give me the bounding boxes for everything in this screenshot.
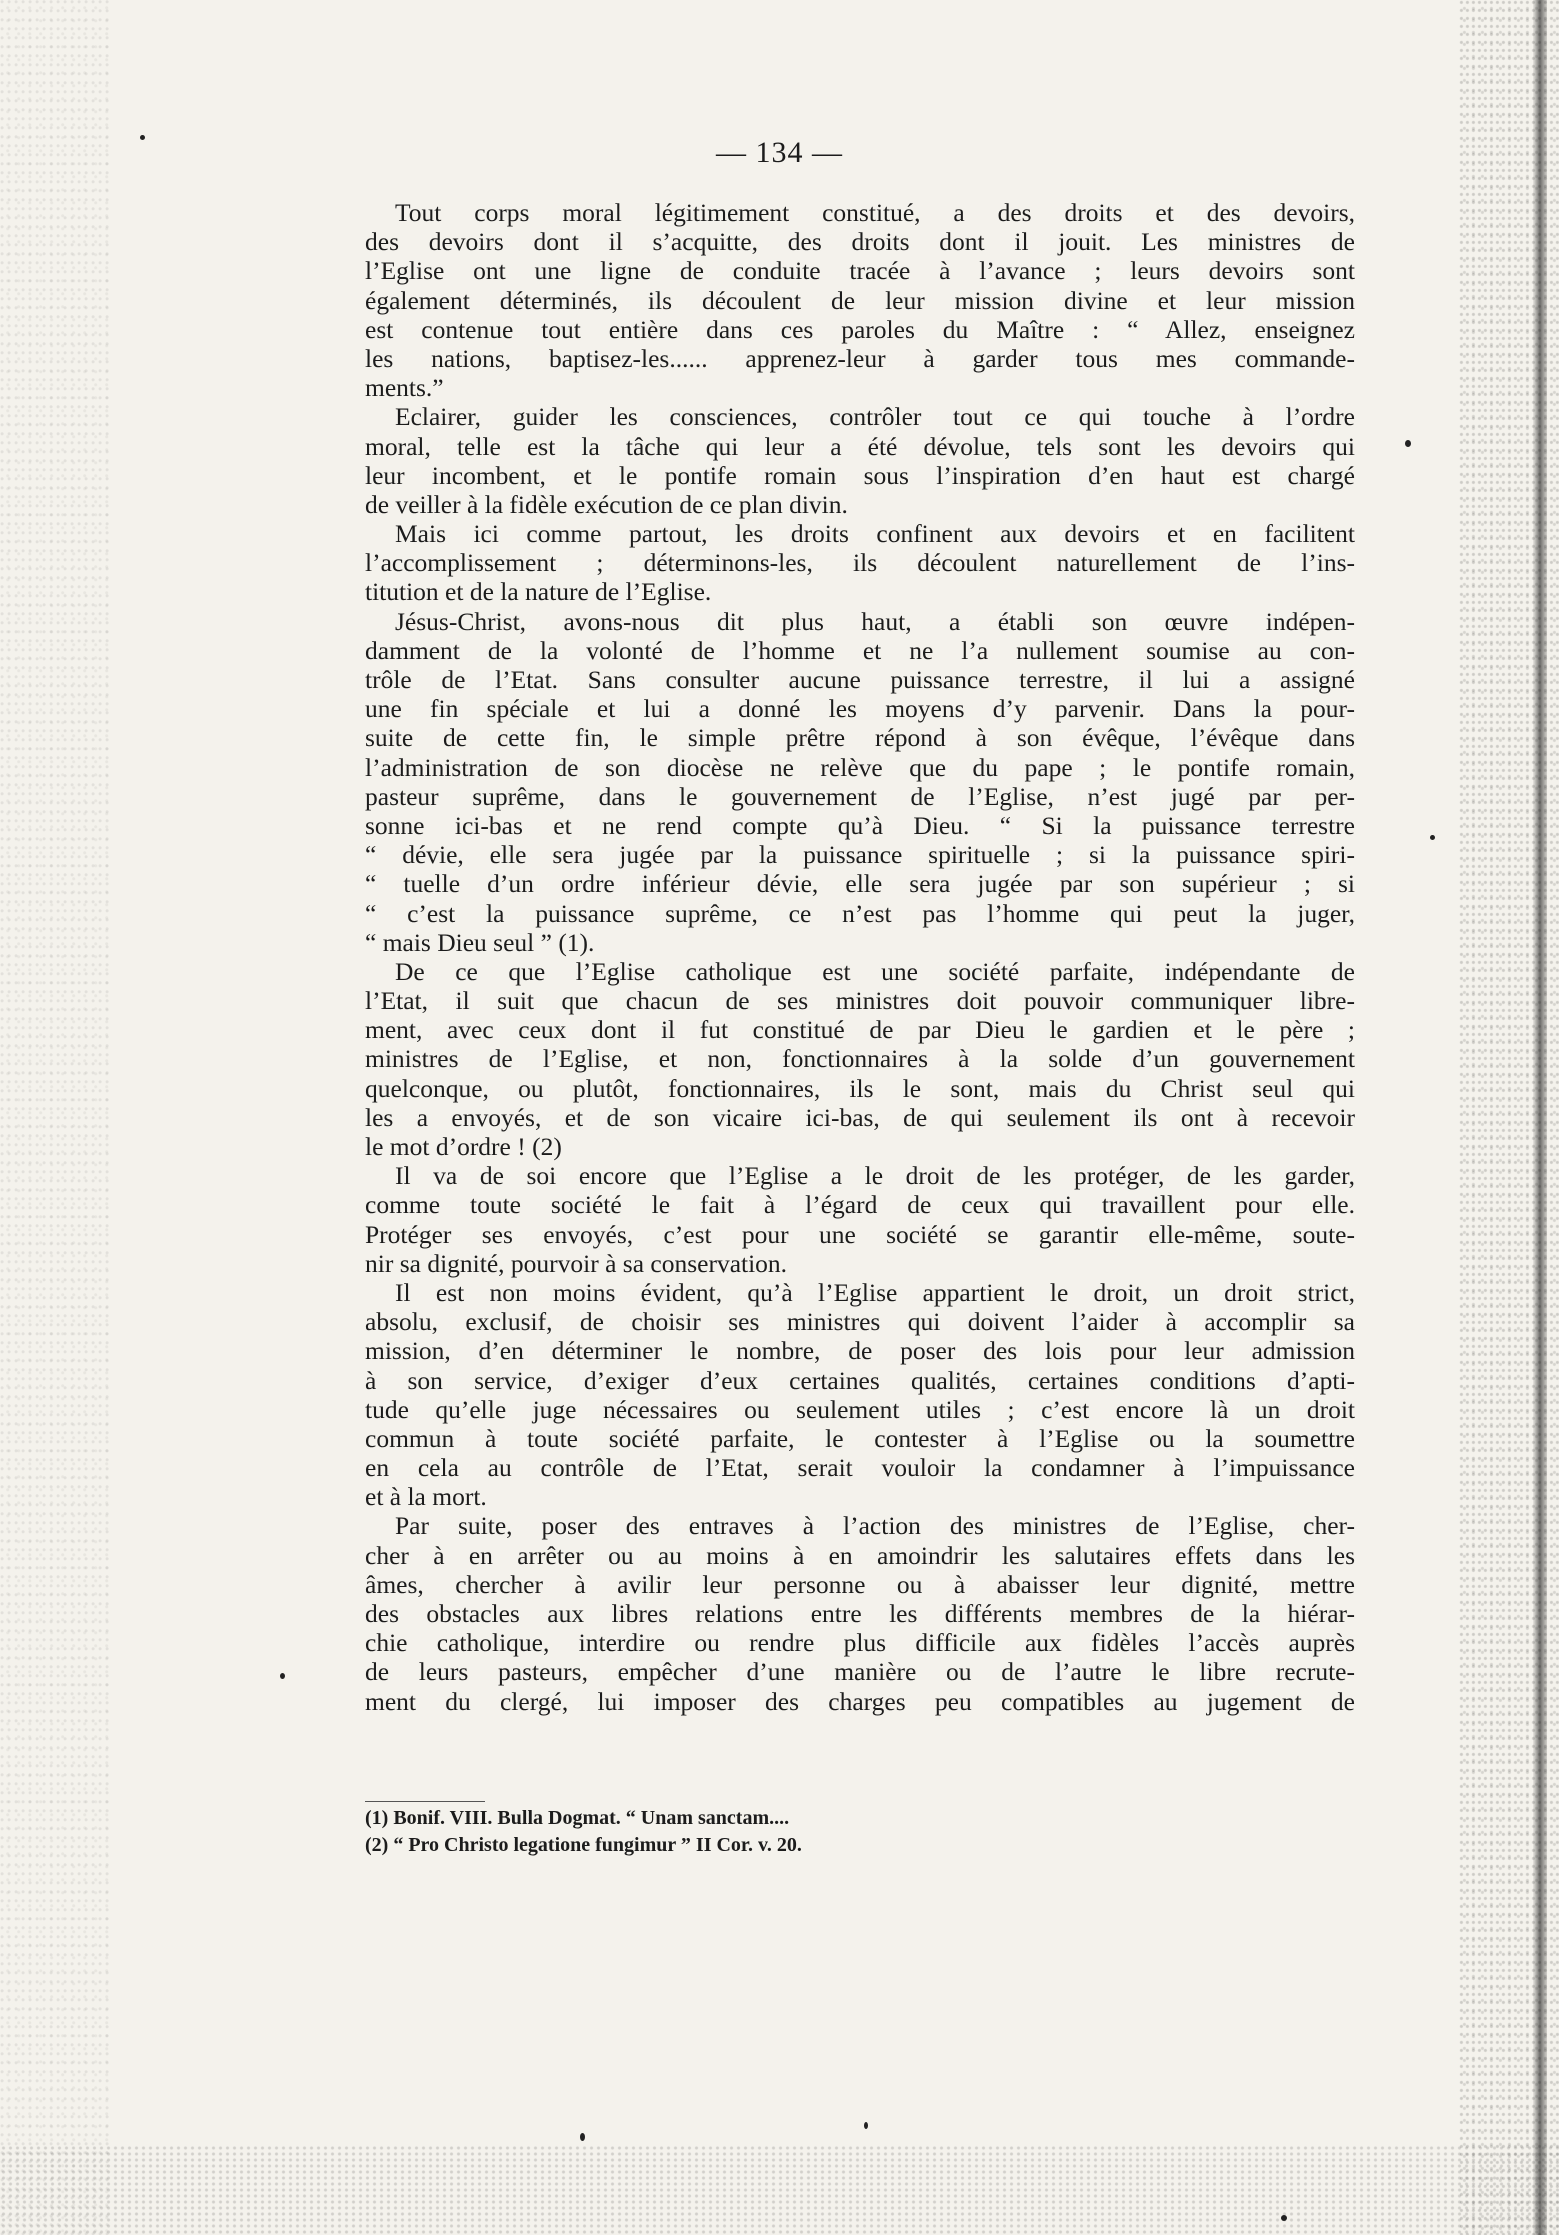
text-line: Protéger ses envoyés, c’est pour une société se garantir elle-même, soute- bbox=[365, 1219, 1355, 1249]
text-line: en cela au contrôle de l’Etat, serait vouloir la condamner à l’impuissance bbox=[365, 1453, 1355, 1483]
text-line: est contenue tout entière dans ces paroles du Maître : “ Allez, enseignez bbox=[365, 314, 1355, 344]
text-line: “ c’est la puissance suprême, ce n’est pas l’homme qui peut la juger, bbox=[365, 898, 1355, 928]
scan-noise-bottom bbox=[0, 2145, 1559, 2235]
ink-speck bbox=[1281, 2215, 1287, 2221]
text-line: “ dévie, elle sera jugée par la puissance spirituelle ; si la puissance spiri- bbox=[365, 840, 1355, 870]
text-line: leur incombent, et le pontife romain sous l’inspiration d’en haut est chargé bbox=[365, 460, 1355, 490]
text-line: l’Etat, il suit que chacun de ses ministres doit pouvoir communiquer libre- bbox=[365, 986, 1355, 1016]
text-line: comme toute société le fait à l’égard de ceux qui travaillent pour elle. bbox=[365, 1190, 1355, 1220]
text-line: “ mais Dieu seul ” (1). bbox=[365, 927, 595, 957]
footnote-1: (1) Bonif. VIII. Bulla Dogmat. “ Unam sanctam.... bbox=[365, 1807, 790, 1829]
text-line: damment de la volonté de l’homme et ne l’a nullement soumise au con- bbox=[365, 635, 1355, 665]
ink-speck bbox=[1405, 440, 1411, 447]
footnote-rule bbox=[365, 1801, 485, 1802]
text-line: et à la mort. bbox=[365, 1482, 487, 1512]
text-line: ment, avec ceux dont il fut constitué de par Dieu le gardien et le père ; bbox=[365, 1015, 1355, 1045]
text-line: de veiller à la fidèle exécution de ce plan divin. bbox=[365, 489, 848, 519]
text-line: titution et de la nature de l’Eglise. bbox=[365, 577, 712, 607]
scan-noise-left bbox=[0, 0, 110, 2235]
page-number: — 134 — bbox=[716, 136, 843, 169]
text-line: quelconque, ou plutôt, fonctionnaires, ils le sont, mais du Christ seul qui bbox=[365, 1073, 1355, 1103]
text-line: des obstacles aux libres relations entre les différents membres de la hiérar- bbox=[365, 1599, 1355, 1628]
footnote-2: (2) “ Pro Christo legatione fungimur ” II Cor. v. 20. bbox=[365, 1834, 802, 1856]
text-line: De ce que l’Eglise catholique est une société parfaite, indépendante de bbox=[395, 956, 1355, 986]
text-line: cher à en arrêter ou au moins à en amoindrir les salutaires effets dans les bbox=[365, 1540, 1355, 1570]
text-line: de leurs pasteurs, empêcher d’une manière ou de l’autre le libre recrute- bbox=[365, 1657, 1355, 1687]
text-line: sonne ici-bas et ne rend compte qu’à Dieu. “ Si la puissance terrestre bbox=[365, 810, 1355, 840]
text-line: chie catholique, interdire ou rendre plus difficile aux fidèles l’accès auprès bbox=[365, 1628, 1355, 1658]
text-line: une fin spéciale et lui a donné les moyens d’y parvenir. Dans la pour- bbox=[365, 694, 1355, 724]
ink-speck bbox=[580, 2133, 585, 2141]
text-line: des devoirs dont il s’acquitte, des droits dont il jouit. Les ministres de bbox=[365, 227, 1355, 257]
text-line: commun à toute société parfaite, le contester à l’Eglise ou la soumettre bbox=[365, 1423, 1355, 1453]
text-line: Il va de soi encore que l’Eglise a le droit de les protéger, de les garder, bbox=[395, 1161, 1355, 1191]
text-line: également déterminés, ils découlent de leur mission divine et leur mission bbox=[365, 285, 1355, 315]
text-line: Mais ici comme partout, les droits confinent aux devoirs et en facilitent bbox=[395, 519, 1355, 549]
page-edge-shadow bbox=[1533, 0, 1547, 2235]
text-line: Il est non moins évident, qu’à l’Eglise appartient le droit, un droit strict, bbox=[395, 1277, 1355, 1307]
text-line: ments.” bbox=[365, 373, 444, 403]
text-line: l’accomplissement ; déterminons-les, ils découlent naturellement de l’ins- bbox=[365, 548, 1355, 578]
text-line: les nations, baptisez-les...... apprenez-leur à garder tous mes commande- bbox=[365, 343, 1355, 373]
text-line: moral, telle est la tâche qui leur a été dévolue, tels sont les devoirs qui bbox=[365, 431, 1355, 461]
text-line: Tout corps moral légitimement constitué, a des droits et des devoirs, bbox=[395, 198, 1355, 227]
ink-speck bbox=[280, 1673, 285, 1679]
text-line: Par suite, poser des entraves à l’action des ministres de l’Eglise, cher- bbox=[395, 1511, 1355, 1541]
text-line: Jésus-Christ, avons-nous dit plus haut, a établi son œuvre indépen- bbox=[395, 606, 1355, 636]
text-line: l’Eglise ont une ligne de conduite tracée à l’avance ; leurs devoirs sont bbox=[365, 256, 1355, 286]
text-line: “ tuelle d’un ordre inférieur dévie, elle sera jugée par son supérieur ; si bbox=[365, 869, 1355, 899]
text-line: à son service, d’exiger d’eux certaines qualités, certaines conditions d’apti- bbox=[365, 1365, 1355, 1395]
text-line: âmes, chercher à avilir leur personne ou à abaisser leur dignité, mettre bbox=[365, 1569, 1355, 1599]
text-line: ment du clergé, lui imposer des charges peu compatibles au jugement de bbox=[365, 1686, 1355, 1716]
ink-speck bbox=[140, 135, 145, 140]
text-line: suite de cette fin, le simple prêtre répond à son évêque, l’évêque dans bbox=[365, 723, 1355, 753]
text-line: Eclairer, guider les consciences, contrôler tout ce qui touche à l’ordre bbox=[395, 402, 1355, 432]
ink-speck bbox=[864, 2122, 868, 2129]
text-line: mission, d’en déterminer le nombre, de poser des lois pour leur admission bbox=[365, 1336, 1355, 1366]
text-line: ministres de l’Eglise, et non, fonctionnaires à la solde d’un gouvernement bbox=[365, 1044, 1355, 1074]
text-line: pasteur suprême, dans le gouvernement de l’Eglise, n’est jugé par per- bbox=[365, 781, 1355, 811]
body-text bbox=[365, 198, 1355, 1716]
text-line: le mot d’ordre ! (2) bbox=[365, 1132, 562, 1161]
text-line: nir sa dignité, pourvoir à sa conservation. bbox=[365, 1248, 788, 1278]
text-line: tude qu’elle juge nécessaires ou seulement utiles ; c’est encore là un droit bbox=[365, 1394, 1355, 1424]
text-line: l’administration de son diocèse ne relève que du pape ; le pontife romain, bbox=[365, 752, 1355, 782]
text-line: les a envoyés, et de son vicaire ici-bas, de qui seulement ils ont à recevoir bbox=[365, 1102, 1355, 1132]
footnotes bbox=[365, 1805, 1355, 1859]
text-line: trôle de l’Etat. Sans consulter aucune puissance terrestre, il lui a assigné bbox=[365, 665, 1355, 694]
text-line: absolu, exclusif, de choisir ses ministres qui doivent l’aider à accomplir sa bbox=[365, 1307, 1355, 1337]
ink-speck bbox=[1430, 835, 1435, 840]
